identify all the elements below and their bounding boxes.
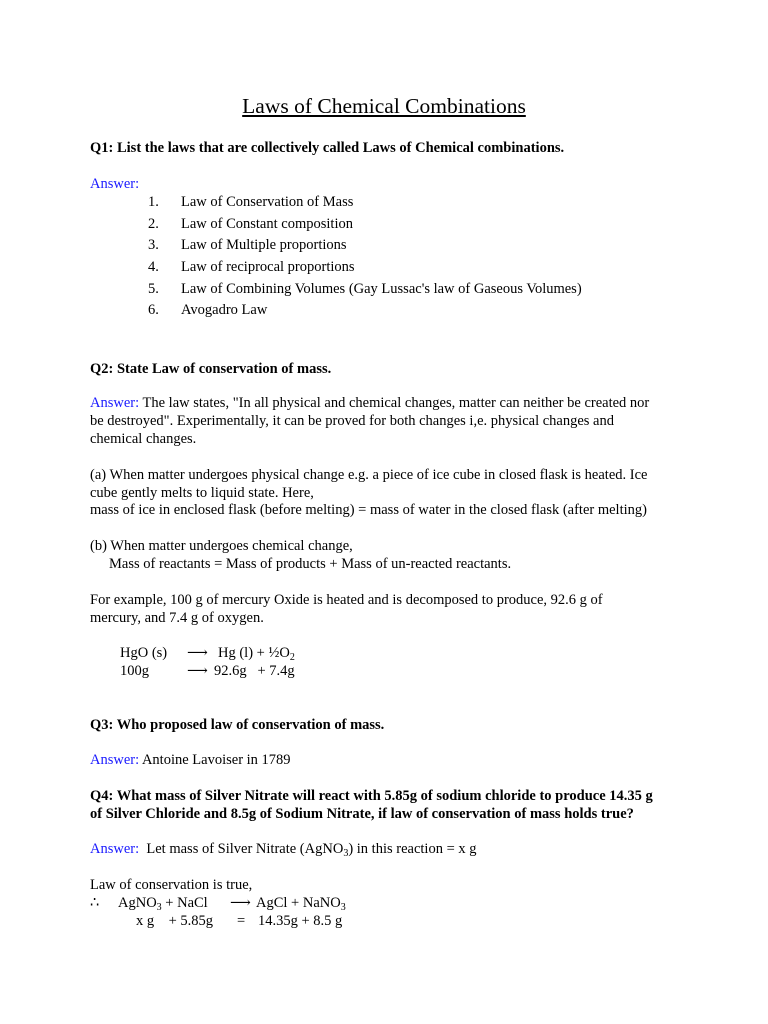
q2-physical-change-line: (a) When matter undergoes physical change e.g. a piece of ice cube in closed flask is heated. Ice: [90, 467, 648, 483]
q1-item-text: Law of Multiple proportions: [181, 237, 347, 253]
q3-answer-text: Antoine Lavoiser in 1789: [139, 752, 291, 768]
q2-mass-left: 100g: [120, 663, 149, 679]
q4-mass-equals: =: [237, 913, 246, 929]
q1-question: Q1: List the laws that are collectively called Laws of Chemical combinations.: [90, 140, 565, 156]
q2-physical-change-line: mass of ice in enclosed flask (before melting) = mass of water in the closed flask (after melting): [90, 502, 647, 518]
q2-equation-left: HgO (s): [120, 645, 168, 661]
q3-question: Q3: Who proposed law of conservation of mass.: [90, 717, 385, 733]
q4-answer-text: Let mass of Silver Nitrate (AgNO: [139, 841, 344, 857]
q3-answer-line: [90, 751, 291, 769]
q2-equation-right-text: Hg (l) + ½O: [218, 645, 290, 661]
q1-item-number: 3.: [148, 237, 159, 253]
q1-item-text: Law of Conservation of Mass: [181, 194, 354, 210]
q1-item-number: 2.: [148, 216, 159, 232]
reaction-arrow-icon: ⟶: [187, 663, 208, 679]
page-title: Laws of Chemical Combinations: [242, 94, 526, 118]
q2-example-line: For example, 100 g of mercury Oxide is heated and is decomposed to produce, 92.6 g of: [90, 592, 603, 608]
q2-answer-line: be destroyed". Experimentally, it can be proved for both changes i,e. physical changes and: [90, 413, 614, 429]
q4-reactant-nacl: + NaCl: [161, 895, 208, 911]
q4-reactant-subscript: 3: [156, 902, 162, 913]
q1-item-text: Avogadro Law: [181, 302, 268, 318]
q2-answer-text: The law states, "In all physical and chemical changes, matter can neither be created nor: [139, 395, 650, 411]
q3-answer-label: Answer:: [90, 752, 140, 768]
q1-item-number: 5.: [148, 281, 159, 297]
q4-reaction-right: [256, 894, 346, 912]
q1-item-text: Law of Combining Volumes (Gay Lussac's law of Gaseous Volumes): [181, 281, 582, 297]
q4-law-true: Law of conservation is true,: [90, 877, 253, 893]
therefore-icon: ∴: [90, 895, 100, 911]
q4-mass-left: x g + 5.85g: [136, 913, 214, 929]
q1-item-text: Law of Constant composition: [181, 216, 353, 232]
q4-question-line: of Silver Chloride and 8.5g of Sodium Nitrate, if law of conservation of mass holds true?: [90, 806, 634, 822]
q2-physical-change-line: cube gently melts to liquid state. Here,: [90, 485, 314, 501]
q1-item-number: 1.: [148, 194, 159, 210]
q4-answer-label: Answer:: [90, 841, 140, 857]
q2-equation-right: [218, 644, 295, 662]
q2-example-line: mercury, and 7.4 g of oxygen.: [90, 610, 264, 626]
q4-reactant-agno3: AgNO: [118, 895, 157, 911]
reaction-arrow-icon: ⟶: [230, 895, 251, 911]
q1-answer-label: Answer:: [90, 176, 140, 192]
q4-answer-subscript: 3: [343, 848, 349, 859]
q4-answer-text-end: ) in this reaction = x g: [348, 841, 477, 857]
q2-answer-line: chemical changes.: [90, 431, 197, 447]
q4-product-subscript: 3: [340, 902, 346, 913]
reaction-arrow-icon: ⟶: [187, 645, 208, 661]
q1-item-number: 4.: [148, 259, 159, 275]
q2-equation-subscript: 2: [289, 652, 295, 663]
q1-item-number: 6.: [148, 302, 159, 318]
q4-mass-right: 14.35g + 8.5 g: [258, 913, 343, 929]
q2-answer-label: Answer:: [90, 395, 140, 411]
q4-reaction-left: [118, 894, 208, 912]
q4-products: AgCl + NaNO: [256, 895, 341, 911]
q2-chemical-change-line: (b) When matter undergoes chemical change,: [90, 538, 353, 554]
q2-mass-right: 92.6g + 7.4g: [214, 663, 295, 679]
q4-answer-line: [90, 840, 477, 858]
q4-question-line: Q4: What mass of Silver Nitrate will react with 5.85g of sodium chloride to produce 14.35 g: [90, 788, 653, 804]
q2-question: Q2: State Law of conservation of mass.: [90, 361, 332, 377]
q2-answer-line: [90, 394, 649, 412]
q2-chemical-change-line: Mass of reactants = Mass of products + Mass of un-reacted reactants.: [109, 556, 512, 572]
q1-item-text: Law of reciprocal proportions: [181, 259, 355, 275]
